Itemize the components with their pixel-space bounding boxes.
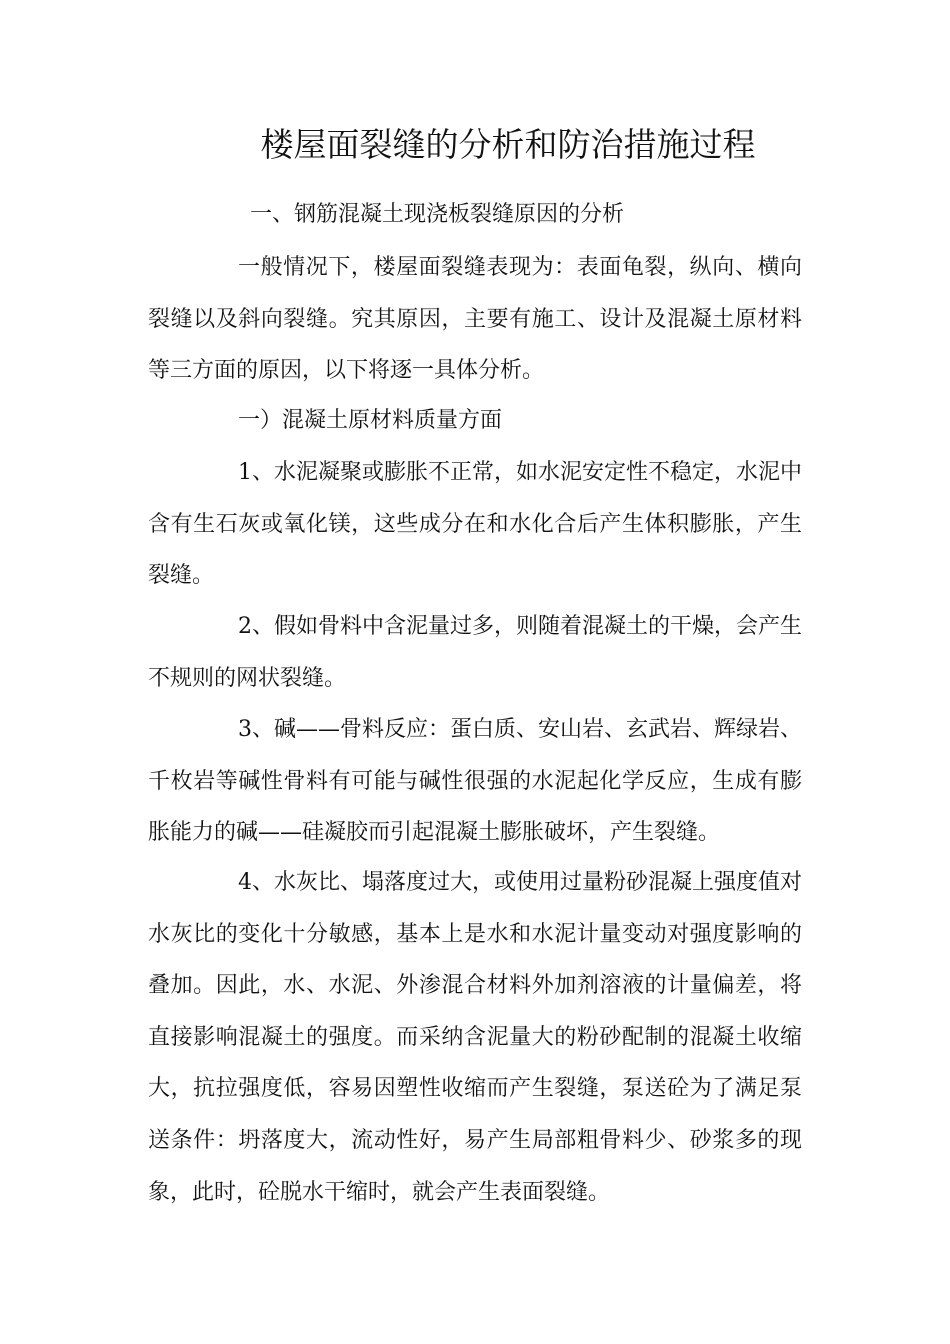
document-title: 楼屋面裂缝的分析和防治措施过程 [260,125,756,164]
list-item: 3、碱——骨料反应：蛋白质、安山岩、玄武岩、辉绿岩、千枚岩等碱性骨料有可能与碱性很强的水泥起化学反应，生成有膨胀能力的碱——硅凝胶而引起混凝土膨胀破坏，产生裂缝。 [148,717,802,846]
list-item: 4、水灰比、塌落度过大，或使用过量粉砂混凝上强度值对水灰比的变化十分敏感，基本上是水和水泥计量变动对强度影响的叠加。因此，水、水泥、外渗混合材料外加剂溶液的计量偏差，将直接影响混凝土的强度。而采纳含泥量大的粉砂配制的混凝土收缩大，抗拉强度低，容易因塑性收缩而产生裂缝，泵送砼为了满足泵送条件：坍落度大，流动性好，易产生局部粗骨料少、砂浆多的现象，此时，砼脱水干缩时，就会产生表面裂缝。 [148,870,802,1205]
list-item: 2、假如骨料中含泥量过多，则随着混凝土的干燥，会产生不规则的网状裂缝。 [148,614,802,691]
section-heading: 一、钢筋混凝土现浇板裂缝原因的分析 [250,202,625,227]
list-item: 1、水泥凝聚或膨胀不正常，如水泥安定性不稳定，水泥中含有生石灰或氧化镁，这些成分在和水化合后产生体积膨胀，产生裂缝。 [148,460,802,589]
subsection-heading: 一）混凝土原材料质量方面 [238,408,503,433]
intro-paragraph: 一般情况下，楼屋面裂缝表现为：表面龟裂，纵向、横向裂缝以及斜向裂缝。究其原因，主要有施工、设计及混凝土原材料等三方面的原因，以下将逐一具体分析。 [148,255,802,384]
